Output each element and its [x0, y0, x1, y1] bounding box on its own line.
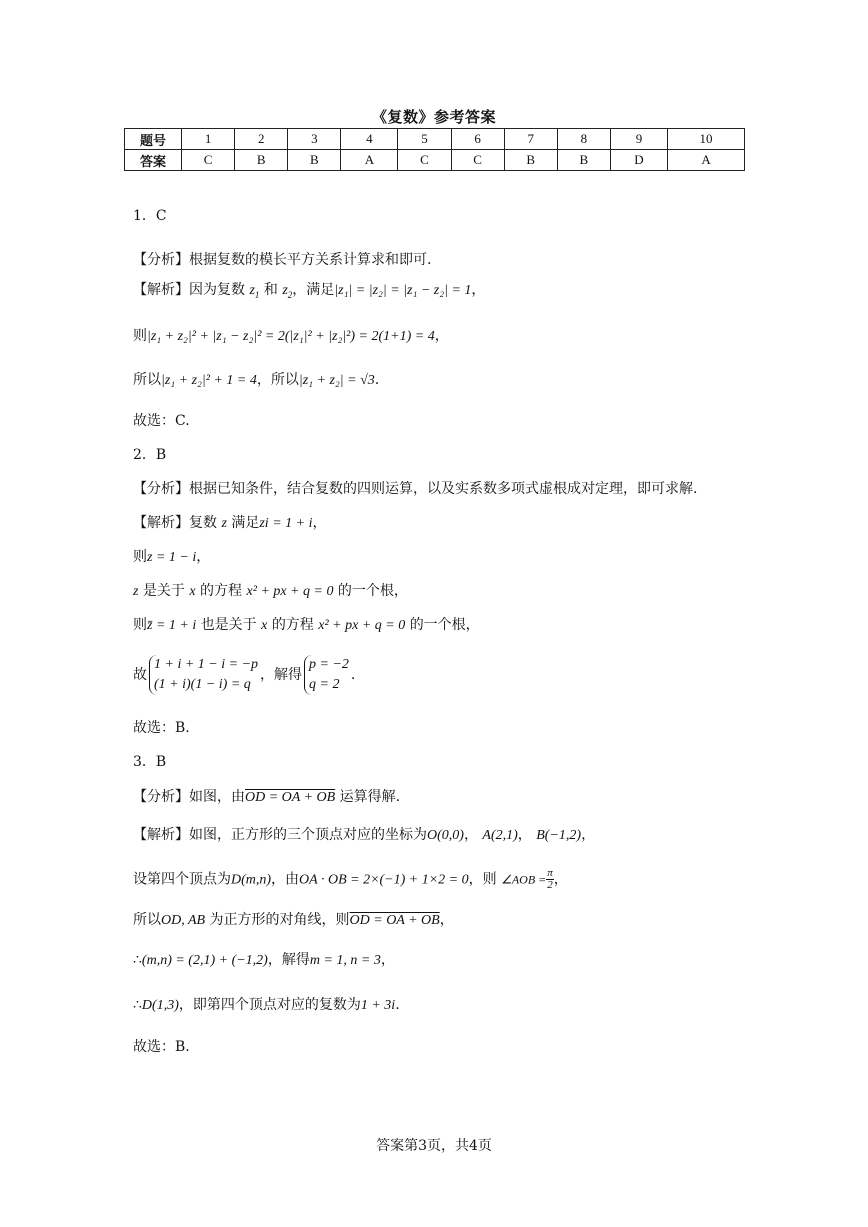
math-z: z	[221, 516, 227, 531]
analysis-tag: 【分析】	[133, 789, 189, 805]
system-row: (1 + i)(1 − i) = q	[154, 677, 251, 692]
analysis-text: 根据复数的模长平方关系计算求和即可.	[189, 252, 432, 268]
answer-table	[124, 128, 745, 171]
solution-tag: 【解析】	[133, 282, 189, 298]
table-cell: 10	[668, 129, 745, 150]
q2-number: 2．B	[133, 447, 167, 463]
fraction-denominator: 2	[547, 879, 553, 891]
text: ，解得	[260, 667, 303, 683]
math-angle: ∠AOB =	[501, 872, 547, 887]
text: 满足	[231, 515, 260, 531]
system-row: 1 + i + 1 − i = −p	[154, 657, 259, 672]
text: 所以	[133, 912, 161, 928]
complex-value: 1 + 3i	[360, 998, 396, 1013]
solution-tag: 【解析】	[133, 515, 189, 531]
math-vector-equation: OD = OA + OB	[349, 913, 440, 928]
table-cell: A	[668, 150, 745, 171]
text: 因为复数	[189, 282, 245, 298]
text: 是关于	[142, 583, 185, 599]
q3-solution-line-2: 设第四个顶点为D(m,n)，由OA · OB = 2×(−1) + 1×2 = 0，则 ∠AOB = $\frac{\pi}{2}$ ，	[133, 867, 568, 891]
text: 的方程	[200, 583, 243, 599]
math-z: z	[133, 584, 139, 599]
table-cell: B	[504, 150, 557, 171]
math-equation: (m,n) = (2,1) + (−1,2)	[141, 953, 268, 968]
table-cell: B	[235, 150, 288, 171]
text: ，即第四个顶点对应的复数为	[178, 997, 361, 1013]
q2-solution-line-1: 【解析】复数 z 满足zi = 1 + i，	[133, 515, 327, 531]
fraction-numerator: π	[547, 867, 553, 879]
table-cell: 8	[557, 129, 610, 150]
q3-analysis	[133, 787, 400, 808]
text: 如图，正方形的三个顶点对应的坐标为	[189, 827, 427, 843]
text: 为正方形的对角线，则	[209, 912, 350, 928]
math-z1: $z_1$	[249, 283, 260, 300]
table-cell: 1	[182, 129, 235, 150]
point-d: D(m,n)	[231, 872, 272, 888]
text: 则	[133, 549, 147, 565]
math-equation: |z₁| = |z₂| = |z₁ − z₂| = 1	[334, 283, 472, 298]
table-header-number: 题号	[125, 129, 182, 150]
q3-solution-line-1: 【解析】如图，正方形的三个顶点对应的坐标为O(0,0)， A(2,1)， B(−1,2)，	[133, 827, 596, 843]
table-header-answer: 答案	[125, 150, 182, 171]
table-cell: 6	[451, 129, 504, 150]
text: ，所以	[256, 372, 299, 388]
math-dot-product: OA · OB = 2×(−1) + 1×2 = 0	[299, 872, 469, 888]
text: 运算得解.	[339, 789, 401, 805]
page-title: 《复数》参考答案	[371, 108, 496, 126]
q2-solution-line-4	[133, 615, 480, 636]
point-b: B(−1,2)	[536, 828, 582, 843]
text: ，则	[468, 871, 497, 888]
text: 所以	[133, 372, 161, 388]
analysis-tag: 【分析】	[133, 481, 189, 497]
text: 设第四个顶点为	[133, 871, 231, 888]
math-equation: zi = 1 + i	[259, 516, 313, 531]
text: 和	[263, 282, 278, 298]
math-equation: |z₁ + z₂| = √3	[298, 373, 375, 388]
text: 如图，由	[189, 789, 245, 805]
text: ∴	[133, 997, 142, 1013]
table-cell: 9	[610, 129, 667, 150]
q2-solution-line-5: 故 1 + i + 1 − i = −p (1 + i)(1 − i) = q ，解得 p = −2 q = 2 .	[133, 655, 355, 695]
q1-analysis	[133, 250, 431, 270]
fraction-pi-over-2	[546, 868, 554, 891]
q3-solution-line-4: ∴(m,n) = (2,1) + (−1,2)，解得m = 1, n = 3，	[133, 952, 395, 968]
math-x: x	[189, 584, 196, 599]
q3-solution-line-5: ∴D(1,3)，即第四个顶点对应的复数为1 + 3i.	[133, 997, 400, 1013]
text: 复数	[189, 515, 217, 531]
text: 故	[133, 667, 147, 683]
table-cell: C	[451, 150, 504, 171]
table-cell: B	[288, 150, 341, 171]
q1-solution-line-1: 【解析】因为复数 $z_1$ 和 $z_2$，满足|z₁| = |z₂| = |z₁ − z₂| = 1，	[133, 282, 486, 300]
math-vector-equation: OD = OA + OB	[245, 790, 336, 805]
q1-solution-line-3: 所以|z₁ + z₂|² + 1 = 4，所以|z₁ + z₂| = √3.	[133, 372, 380, 388]
text: ，满足	[292, 282, 335, 298]
math-equation: x² + px + q = 0	[246, 584, 334, 599]
math-equation: x² + px + q = 0	[318, 618, 406, 633]
text: 也是关于	[200, 617, 257, 633]
math-segments: OD, AB	[161, 913, 206, 928]
q3-choice: 故选：B.	[133, 1039, 190, 1055]
text: ，解得	[267, 952, 310, 968]
math-equation: |z₁ + z₂|² + |z₁ − z₂|² = 2(|z₁|² + |z₂|²) = 2(1+1) = 4	[147, 329, 435, 344]
equation-system-2	[304, 655, 349, 695]
q3-number: 3．B	[133, 754, 167, 770]
table-cell: A	[341, 150, 398, 171]
math-equation: z̄ = 1 + i	[147, 618, 197, 633]
q1-solution-line-2: 则|z₁ + z₂|² + |z₁ − z₂|² = 2(|z₁|² + |z₂|²) = 2(1+1) = 4，	[133, 328, 449, 344]
text: 则	[133, 328, 147, 344]
table-cell: 2	[235, 129, 288, 150]
text: 的一个根，	[337, 583, 408, 599]
text: 的一个根，	[409, 617, 480, 633]
table-row-answers	[125, 150, 745, 171]
table-cell: C	[182, 150, 235, 171]
text: 则	[133, 617, 147, 633]
text: ，由	[271, 871, 300, 888]
text: 的方程	[271, 617, 314, 633]
table-cell: 4	[341, 129, 398, 150]
equation-system-1	[149, 655, 258, 695]
math-solution: m = 1, n = 3	[309, 953, 381, 968]
math-equation: |z₁ + z₂|² + 1 = 4	[161, 373, 257, 388]
table-cell: 3	[288, 129, 341, 150]
solution-tag: 【解析】	[133, 827, 189, 843]
table-cell: B	[557, 150, 610, 171]
point-o: O(0,0)	[427, 828, 464, 843]
table-cell: 5	[398, 129, 451, 150]
q3-solution-line-3: 所以OD, AB 为正方形的对角线，则OD = OA + OB，	[133, 912, 454, 928]
system-row: q = 2	[309, 677, 340, 692]
analysis-text: 根据已知条件，结合复数的四则运算，以及实系数多项式虚根成对定理，即可求解.	[189, 481, 698, 497]
point-d-value: D(1,3)	[141, 998, 179, 1013]
math-x: x	[261, 618, 268, 633]
q1-choice: 故选：C.	[133, 413, 190, 429]
q1-number: 1．C	[133, 208, 167, 224]
q2-solution-line-3	[133, 581, 408, 602]
math-z2: $z_2$	[282, 283, 293, 300]
q2-analysis	[133, 479, 697, 499]
point-a: A(2,1)	[482, 828, 518, 843]
system-row: p = −2	[309, 657, 349, 672]
table-cell: C	[398, 150, 451, 171]
text: ∴	[133, 952, 142, 968]
math-equation: z = 1 − i	[147, 550, 197, 565]
table-row-numbers	[125, 129, 745, 150]
q2-choice: 故选：B.	[133, 720, 190, 736]
table-cell: D	[610, 150, 667, 171]
page-footer: 答案第3页，共4页	[376, 1138, 492, 1154]
table-cell: 7	[504, 129, 557, 150]
analysis-tag: 【分析】	[133, 252, 189, 268]
q2-solution-line-2: 则z = 1 − i，	[133, 549, 211, 565]
